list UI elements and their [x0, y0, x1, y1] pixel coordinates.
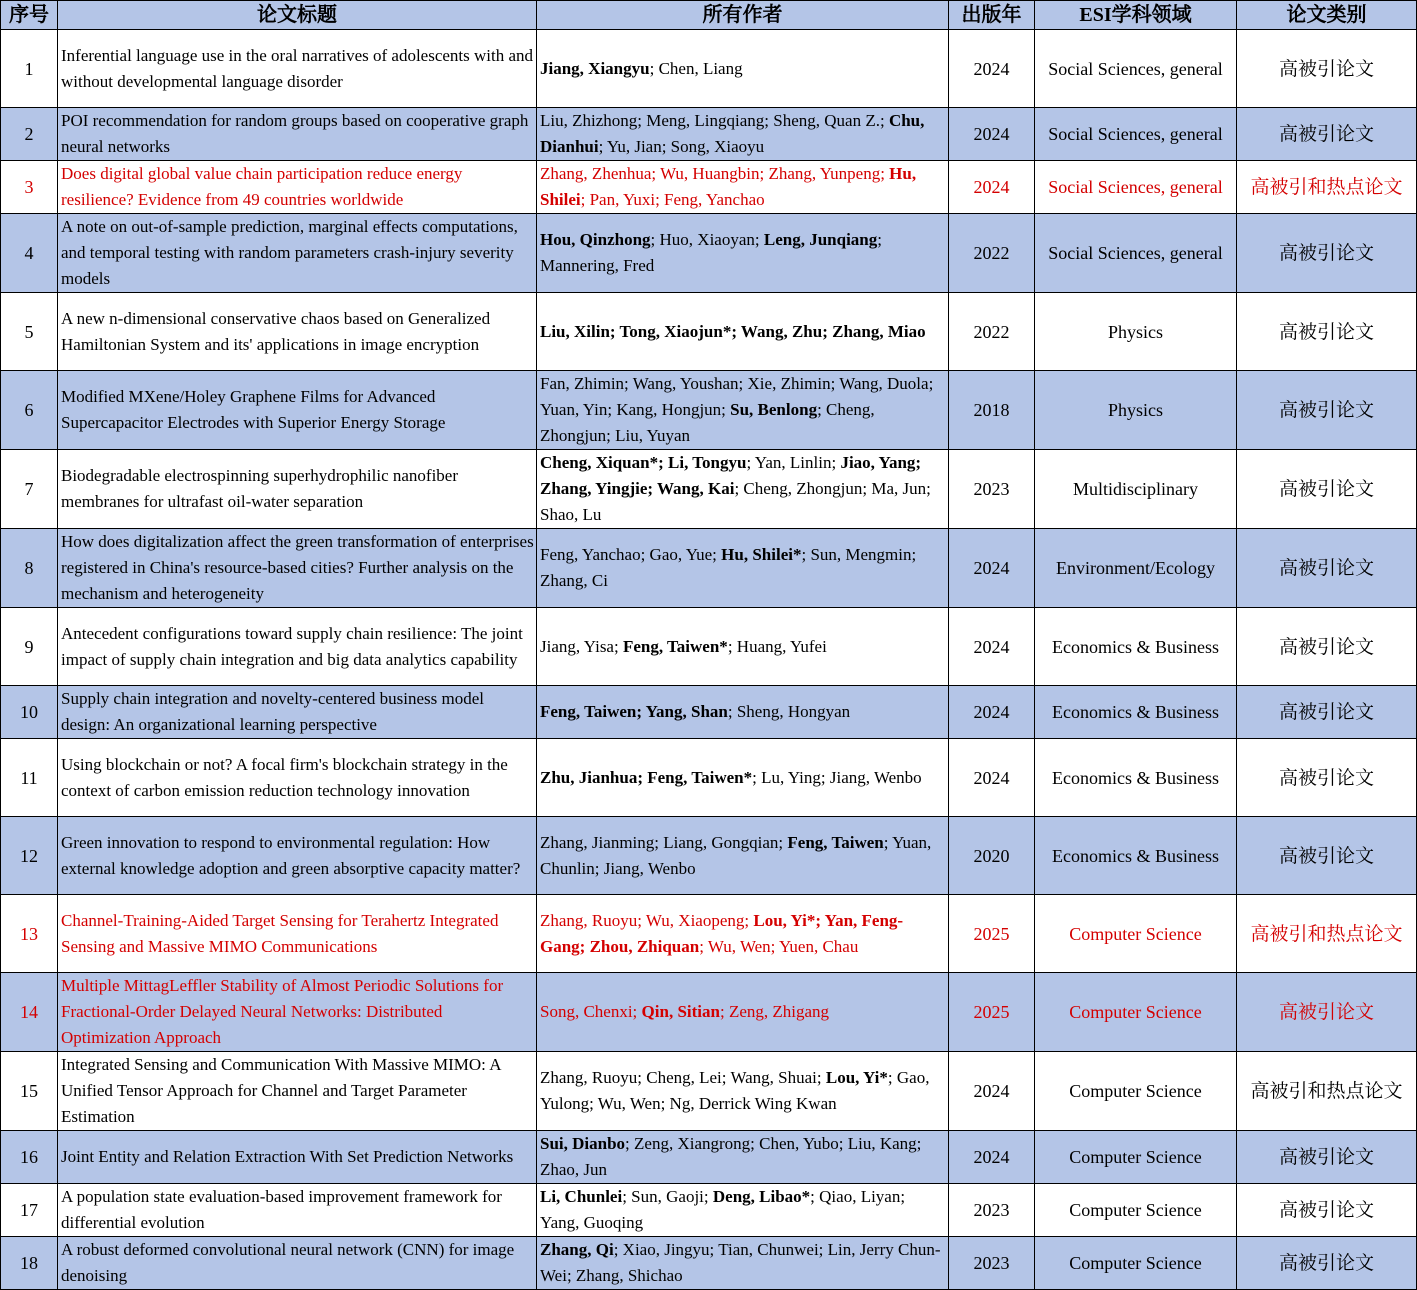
publication-year: 2025: [949, 973, 1035, 1052]
paper-authors: [537, 1237, 949, 1290]
esi-field: Physics: [1035, 293, 1237, 371]
paper-authors: [537, 108, 949, 161]
row-number: 12: [1, 817, 58, 895]
author-text: ; Wu, Wen; Yuen, Chau: [699, 936, 859, 956]
author-highlight: Zhu, Jianhua; Feng, Taiwen*: [540, 767, 753, 787]
author-text: ; Yan, Linlin;: [746, 453, 841, 472]
row-number: 5: [1, 293, 58, 371]
author-highlight: Cheng, Xiquan*; Li, Tongyu: [540, 453, 747, 472]
author-highlight: Jiang, Xiangyu: [540, 58, 650, 78]
publication-year: 2025: [949, 895, 1035, 973]
paper-category: 高被引论文: [1237, 529, 1417, 608]
table-row: [1, 1237, 1417, 1290]
paper-category: 高被引论文: [1237, 608, 1417, 686]
author-text: ; Mannering, Fred: [540, 230, 882, 275]
paper-authors: [537, 973, 949, 1052]
table-row: [1, 608, 1417, 686]
row-number: 15: [1, 1052, 58, 1131]
paper-authors: [537, 30, 949, 108]
esi-field: Physics: [1035, 371, 1237, 450]
paper-title: Biodegradable electrospinning superhydrophilic nanofiber membranes for ultrafast oil-water separation: [58, 450, 537, 529]
esi-field: Environment/Ecology: [1035, 529, 1237, 608]
author-text: Jiang, Yisa;: [540, 636, 623, 656]
publication-year: 2024: [949, 1131, 1035, 1184]
paper-authors: [537, 608, 949, 686]
esi-field: Computer Science: [1035, 1052, 1237, 1131]
author-highlight: Hu, Shilei: [540, 164, 917, 209]
row-number: 4: [1, 214, 58, 293]
table-row: [1, 1184, 1417, 1237]
paper-title: Joint Entity and Relation Extraction With Set Prediction Networks: [58, 1131, 537, 1184]
table-body: [1, 30, 1417, 1290]
paper-category: 高被引论文: [1237, 450, 1417, 529]
table-row: [1, 30, 1417, 108]
author-highlight: Jiao, Yang; Zhang, Yingjie; Wang, Kai: [540, 453, 922, 498]
paper-title: Antecedent configurations toward supply chain resilience: The joint impact of supply chain integration and big data analytics capability: [58, 608, 537, 686]
esi-field: Computer Science: [1035, 1184, 1237, 1237]
paper-authors: [537, 686, 949, 739]
author-highlight: Leng, Junqiang: [763, 230, 878, 249]
author-text: ; Sun, Gaoji;: [622, 1187, 713, 1206]
author-text: Fan, Zhimin; Wang, Youshan; Xie, Zhimin; Wang, Duola; Yuan, Yin; Kang, Hongjun;: [540, 374, 934, 419]
author-highlight: Hu, Shilei*: [721, 545, 802, 564]
paper-title: POI recommendation for random groups based on cooperative graph neural networks: [58, 108, 537, 161]
author-text: ; Huo, Xiaoyan;: [650, 230, 764, 249]
author-text: Zhang, Jianming; Liang, Gongqian;: [540, 832, 788, 852]
esi-field: Economics & Business: [1035, 686, 1237, 739]
publication-year: 2020: [949, 817, 1035, 895]
paper-category: 高被引论文: [1237, 214, 1417, 293]
paper-title: A note on out-of-sample prediction, marginal effects computations, and temporal testing with random parameters crash-injury severity models: [58, 214, 537, 293]
paper-title: Supply chain integration and novelty-centered business model design: An organizational learning perspective: [58, 686, 537, 739]
row-number: 10: [1, 686, 58, 739]
author-highlight: Feng, Taiwen: [787, 832, 884, 852]
row-number: 7: [1, 450, 58, 529]
author-text: ; Zeng, Zhigang: [719, 1002, 830, 1021]
paper-title: Channel-Training-Aided Target Sensing for Terahertz Integrated Sensing and Massive MIMO Communications: [58, 895, 537, 973]
paper-category: 高被引论文: [1237, 30, 1417, 108]
author-highlight: Qin, Sitian: [641, 1002, 720, 1021]
esi-field: Social Sciences, general: [1035, 214, 1237, 293]
paper-title: How does digitalization affect the green transformation of enterprises registered in China's resource-based cities? Further analysis on the mechanism and heterogeneity: [58, 529, 537, 608]
author-text: Zhang, Ruoyu; Cheng, Lei; Wang, Shuai;: [540, 1068, 826, 1087]
table-row: [1, 161, 1417, 214]
paper-authors: [537, 214, 949, 293]
author-text: ; Huang, Yufei: [727, 636, 827, 656]
paper-title: A robust deformed convolutional neural network (CNN) for image denoising: [58, 1237, 537, 1290]
author-text: ; Sheng, Hongyan: [727, 702, 851, 721]
paper-category: 高被引和热点论文: [1237, 161, 1417, 214]
paper-category: 高被引和热点论文: [1237, 1052, 1417, 1131]
author-text: ; Lu, Ying; Jiang, Wenbo: [752, 767, 922, 787]
author-highlight: Lou, Yi*: [825, 1068, 888, 1087]
publication-year: 2018: [949, 371, 1035, 450]
esi-field: Economics & Business: [1035, 817, 1237, 895]
author-text: ; Sun, Mengmin; Zhang, Ci: [540, 545, 917, 590]
author-text: ; Qiao, Liyan; Yang, Guoqing: [540, 1187, 906, 1232]
publication-year: 2024: [949, 739, 1035, 817]
author-text: ; Cheng, Zhongjun; Ma, Jun; Shao, Lu: [540, 479, 931, 524]
paper-title: Modified MXene/Holey Graphene Films for Advanced Supercapacitor Electrodes with Superior Energy Storage: [58, 371, 537, 450]
publication-year: 2024: [949, 529, 1035, 608]
author-highlight: Liu, Xilin; Tong, Xiaojun*; Wang, Zhu; Zhang, Miao: [540, 321, 926, 341]
publication-year: 2022: [949, 293, 1035, 371]
author-text: ; Yu, Jian; Song, Xiaoyu: [598, 137, 765, 156]
paper-title: Inferential language use in the oral narratives of adolescents with and without developmental language disorder: [58, 30, 537, 108]
esi-field: Social Sciences, general: [1035, 30, 1237, 108]
esi-field: Economics & Business: [1035, 739, 1237, 817]
paper-authors: [537, 895, 949, 973]
publication-year: 2023: [949, 1237, 1035, 1290]
paper-authors: [537, 1184, 949, 1237]
paper-title: Integrated Sensing and Communication With Massive MIMO: A Unified Tensor Approach for Channel and Target Parameter Estimation: [58, 1052, 537, 1131]
table-row: [1, 895, 1417, 973]
publication-year: 2024: [949, 161, 1035, 214]
publication-year: 2024: [949, 30, 1035, 108]
author-highlight: Lou, Yi*; Yan, Feng-Gang; Zhou, Zhiquan: [540, 910, 904, 956]
author-highlight: Feng, Taiwen*: [622, 636, 728, 656]
author-highlight: Feng, Taiwen; Yang, Shan: [540, 702, 728, 721]
esi-field: Social Sciences, general: [1035, 161, 1237, 214]
author-highlight: Deng, Libao*: [712, 1187, 811, 1206]
row-number: 14: [1, 973, 58, 1052]
table-row: [1, 108, 1417, 161]
paper-category: 高被引和热点论文: [1237, 895, 1417, 973]
publication-year: 2023: [949, 1184, 1035, 1237]
esi-field: Social Sciences, general: [1035, 108, 1237, 161]
author-text: ; Chen, Liang: [649, 58, 743, 78]
paper-authors: [537, 293, 949, 371]
row-number: 13: [1, 895, 58, 973]
esi-field: Computer Science: [1035, 1237, 1237, 1290]
esi-field: Economics & Business: [1035, 608, 1237, 686]
paper-title: A population state evaluation-based improvement framework for differential evolution: [58, 1184, 537, 1237]
row-number: 3: [1, 161, 58, 214]
author-text: ; Gao, Yulong; Wu, Wen; Ng, Derrick Wing Kwan: [540, 1068, 930, 1113]
table-row: [1, 973, 1417, 1052]
paper-category: 高被引论文: [1237, 739, 1417, 817]
author-highlight: Hou, Qinzhong: [540, 230, 651, 249]
paper-authors: [537, 529, 949, 608]
table-row: [1, 293, 1417, 371]
paper-category: 高被引论文: [1237, 817, 1417, 895]
row-number: 17: [1, 1184, 58, 1237]
header-cell: 所有作者: [537, 1, 949, 30]
row-number: 9: [1, 608, 58, 686]
publication-year: 2023: [949, 450, 1035, 529]
paper-category: 高被引论文: [1237, 1184, 1417, 1237]
publication-year: 2022: [949, 214, 1035, 293]
header-row: [1, 1, 1417, 30]
paper-title: Green innovation to respond to environmental regulation: How external knowledge adoption and green absorptive capacity matter?: [58, 817, 537, 895]
author-text: ; Zeng, Xiangrong; Chen, Yubo; Liu, Kang; Zhao, Jun: [540, 1134, 922, 1179]
author-text: ; Xiao, Jingyu; Tian, Chunwei; Lin, Jerry Chun-Wei; Zhang, Shichao: [540, 1240, 941, 1285]
esi-field: Computer Science: [1035, 1131, 1237, 1184]
author-text: Zhang, Zhenhua; Wu, Huangbin; Zhang, Yunpeng;: [540, 164, 890, 183]
header-cell: ESI学科领域: [1035, 1, 1237, 30]
table-row: [1, 1131, 1417, 1184]
author-text: ; Yuan, Chunlin; Jiang, Wenbo: [540, 832, 932, 878]
author-highlight: Li, Chunlei: [540, 1187, 623, 1206]
paper-category: 高被引论文: [1237, 686, 1417, 739]
row-number: 1: [1, 30, 58, 108]
paper-title: Does digital global value chain participation reduce energy resilience? Evidence from 49 countries worldwide: [58, 161, 537, 214]
paper-category: 高被引论文: [1237, 293, 1417, 371]
paper-category: 高被引论文: [1237, 108, 1417, 161]
table-row: [1, 214, 1417, 293]
author-highlight: Su, Benlong: [730, 400, 818, 419]
table-row: [1, 739, 1417, 817]
row-number: 6: [1, 371, 58, 450]
paper-authors: [537, 371, 949, 450]
table-row: [1, 529, 1417, 608]
row-number: 11: [1, 739, 58, 817]
row-number: 16: [1, 1131, 58, 1184]
header-cell: 论文类别: [1237, 1, 1417, 30]
author-text: Feng, Yanchao; Gao, Yue;: [540, 545, 722, 564]
table-row: [1, 686, 1417, 739]
paper-authors: [537, 1131, 949, 1184]
publication-year: 2024: [949, 1052, 1035, 1131]
paper-title: Multiple MittagLeffler Stability of Almost Periodic Solutions for Fractional-Order Delayed Neural Networks: Distributed Optimization Approach: [58, 973, 537, 1052]
author-highlight: Chu, Dianhui: [540, 111, 925, 156]
publication-year: 2024: [949, 608, 1035, 686]
publication-year: 2024: [949, 686, 1035, 739]
row-number: 8: [1, 529, 58, 608]
author-highlight: Sui, Dianbo: [540, 1134, 626, 1153]
author-text: ; Cheng, Zhongjun; Liu, Yuyan: [540, 400, 875, 445]
row-number: 18: [1, 1237, 58, 1290]
paper-category: 高被引论文: [1237, 973, 1417, 1052]
author-text: Liu, Zhizhong; Meng, Lingqiang; Sheng, Quan Z.;: [540, 111, 889, 130]
header-cell: 序号: [1, 1, 58, 30]
paper-authors: [537, 739, 949, 817]
esi-field: Multidisciplinary: [1035, 450, 1237, 529]
paper-category: 高被引论文: [1237, 371, 1417, 450]
paper-title: Using blockchain or not? A focal firm's blockchain strategy in the context of carbon emission reduction technology innovation: [58, 739, 537, 817]
esi-field: Computer Science: [1035, 895, 1237, 973]
paper-authors: [537, 161, 949, 214]
paper-category: 高被引论文: [1237, 1237, 1417, 1290]
author-text: Zhang, Ruoyu; Wu, Xiaopeng;: [540, 910, 754, 930]
author-highlight: Zhang, Qi: [540, 1240, 614, 1259]
header-cell: 论文标题: [58, 1, 537, 30]
header-cell: 出版年: [949, 1, 1035, 30]
table-row: [1, 817, 1417, 895]
author-text: ; Pan, Yuxi; Feng, Yanchao: [580, 190, 765, 209]
paper-authors: [537, 1052, 949, 1131]
paper-authors: [537, 450, 949, 529]
author-text: Song, Chenxi;: [540, 1002, 642, 1021]
paper-title: A new n-dimensional conservative chaos based on Generalized Hamiltonian System and its' applications in image encryption: [58, 293, 537, 371]
row-number: 2: [1, 108, 58, 161]
table-row: [1, 1052, 1417, 1131]
table-row: [1, 371, 1417, 450]
publication-year: 2024: [949, 108, 1035, 161]
paper-authors: [537, 817, 949, 895]
paper-category: 高被引论文: [1237, 1131, 1417, 1184]
esi-field: Computer Science: [1035, 973, 1237, 1052]
table-row: [1, 450, 1417, 529]
